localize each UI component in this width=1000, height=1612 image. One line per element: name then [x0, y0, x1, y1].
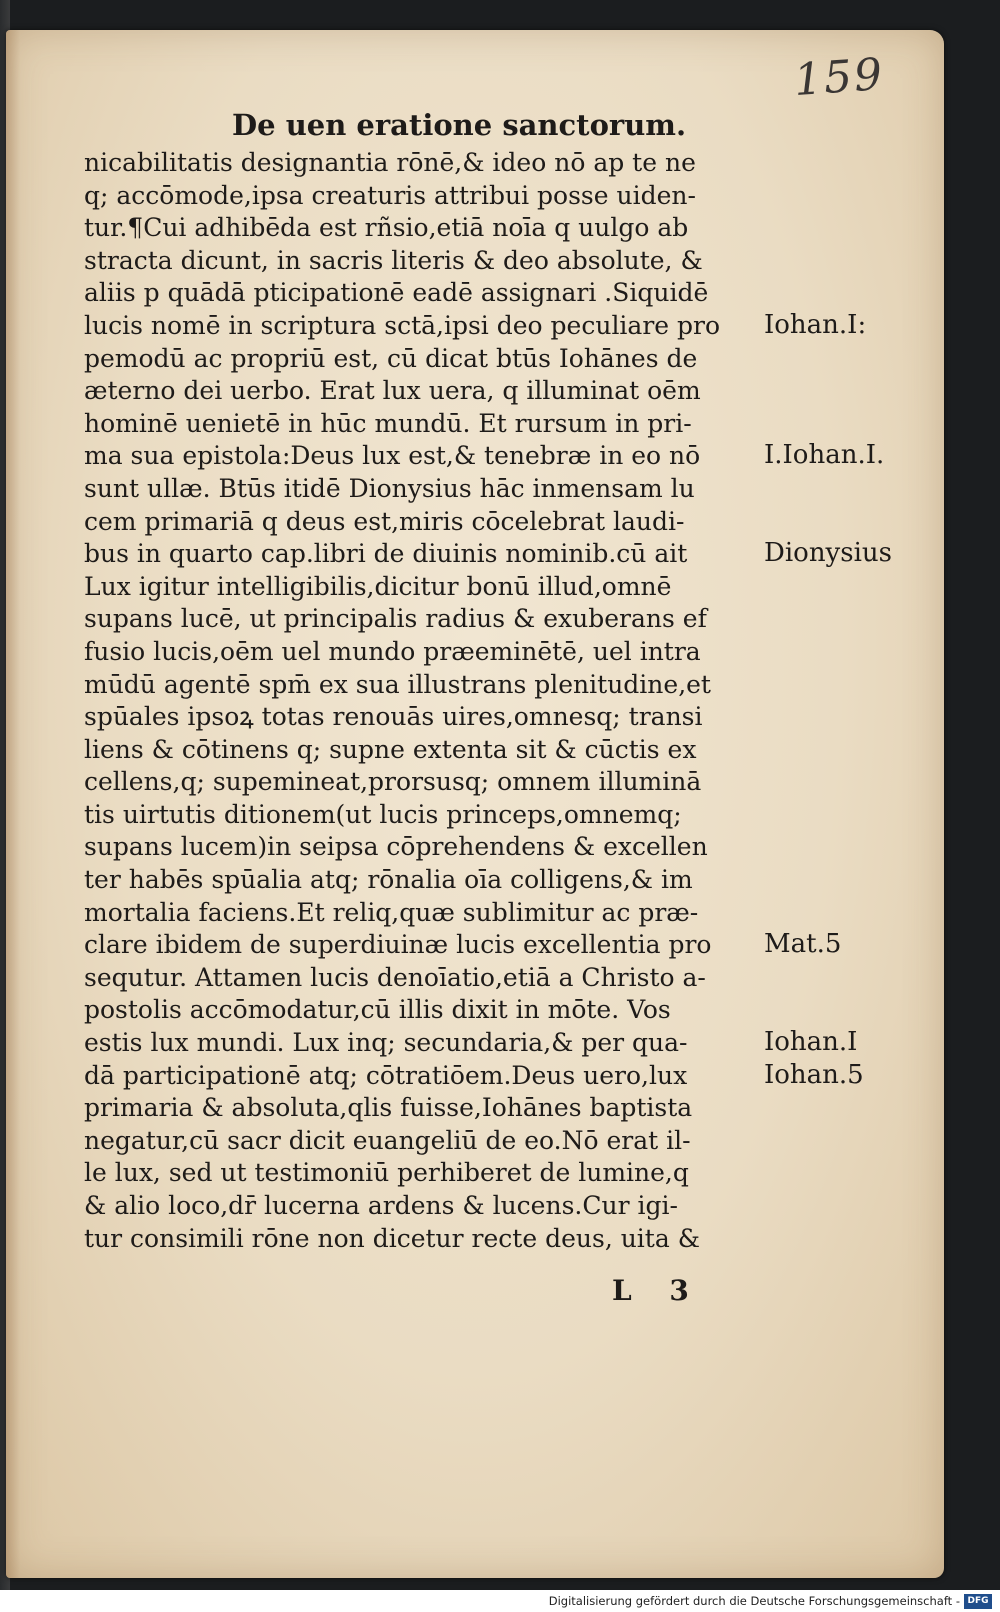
text-line: supans lucem)in seipsa cōprehendens & excellen — [84, 832, 708, 862]
text-line: pemodū ac propriū est, cū dicat btūs Iohānes de — [84, 343, 698, 373]
text-line: supans lucē, ut principalis radius & exuberans ef — [84, 604, 707, 634]
running-head: De uen eratione sanctorum. — [232, 108, 687, 142]
footer-credit: Digitalisierung gefördert durch die Deutsche Forschungsgemeinschaft - — [548, 1594, 960, 1608]
text-line: cellens,q; supemineat,prorsusq; omnem illuminā — [84, 767, 702, 797]
text-line: mortalia faciens.Et reliq,quæ sublimitur ac præ- — [84, 897, 699, 927]
text-line: dā participationē atq; cōtratiōem.Deus uero,lux — [84, 1060, 688, 1090]
digitization-footer — [0, 1590, 1000, 1612]
folio-number: 159 — [792, 48, 886, 107]
text-line: sunt ullæ. Btūs itidē Dionysius hāc inmensam lu — [84, 473, 695, 503]
text-line: estis lux mundi. Lux inq; secundaria,& per qua- — [84, 1028, 688, 1058]
text-line: æterno dei uerbo. Erat lux uera, q illuminat oēm — [84, 376, 701, 406]
text-line: ter habēs spūalia atq; rōnalia oīa colligens,& im — [84, 865, 693, 895]
text-line: bus in quarto cap.libri de diuinis nominib.cū ait — [84, 539, 688, 569]
text-line: tur.¶Cui adhibēda est rñsio,etiā noīa q uulgo ab — [84, 213, 689, 243]
text-line: ma sua epistola:Deus lux est,& tenebræ in eo nō — [84, 441, 701, 471]
text-line: aliis p quādā pticipationē eadē assignari .Siquidē — [84, 278, 709, 308]
text-line: nicabilitatis designantia rōnē,& ideo nō ap te ne — [84, 148, 696, 177]
body-text-block — [84, 147, 774, 1255]
dfg-logo: DFG — [964, 1594, 992, 1609]
text-line: primaria & absoluta,qlis fuisse,Iohānes baptista — [84, 1093, 693, 1123]
text-line: spūales ipsoꝝ totas renouās uires,omnesq; transi — [84, 702, 703, 732]
marginal-note: Dionysius — [764, 538, 892, 569]
marginal-note: Iohan.5 — [764, 1059, 864, 1090]
text-line: lucis nomē in scriptura sctā,ipsi deo peculiare pro — [84, 310, 721, 340]
text-line: stracta dicunt, in sacris literis & deo absolute, & — [84, 245, 703, 275]
marginal-note: Iohan.I: — [764, 310, 867, 340]
text-line: tur consimili rōne non dicetur recte deus, uita & — [84, 1223, 700, 1253]
book-page — [6, 30, 944, 1578]
text-line: postolis accōmodatur,cū illis dixit in mōte. Vos — [84, 995, 671, 1025]
text-line: tis uirtutis ditionem(ut lucis princeps,omnemq; — [84, 799, 682, 829]
marginal-note: Iohan.I — [764, 1027, 858, 1058]
text-line: liens & cōtinens q; supne extenta sit & cūctis ex — [84, 734, 697, 764]
marginal-note: Mat.5 — [764, 929, 842, 960]
text-line: le lux, sed ut testimoniū perhiberet de lumine,q — [84, 1158, 689, 1188]
text-line: sequtur. Attamen lucis denoīatio,etiā a Christo a- — [84, 962, 706, 992]
text-line: negatur,cū sacr dicit euangeliū de eo.Nō erat il- — [84, 1125, 691, 1155]
text-line: cem primariā q deus est,miris cōcelebrat laudi- — [84, 506, 685, 536]
text-line: mūdū agentē spm̄ ex sua illustrans plenitudine,et — [84, 669, 711, 699]
text-line: q; accōmode,ipsa creaturis attribui posse uiden- — [84, 180, 696, 210]
marginal-note: I.Iohan.I. — [764, 440, 885, 471]
text-line: hominē uenietē in hūc mundū. Et rursum in pri- — [84, 408, 692, 438]
text-line: & alio loco,dr̄ lucerna ardens & lucens.Cur igi- — [84, 1191, 678, 1220]
text-line: Lux igitur intelligibilis,dicitur bonū illud,omnē — [84, 571, 672, 601]
page-gutter-shadow — [6, 30, 20, 1578]
text-line: fusio lucis,oēm uel mundo præeminētē, uel intra — [84, 636, 701, 666]
signature-mark: L 3 — [612, 1274, 703, 1307]
text-line: clare ibidem de superdiuinæ lucis excellentia pro — [84, 930, 712, 960]
